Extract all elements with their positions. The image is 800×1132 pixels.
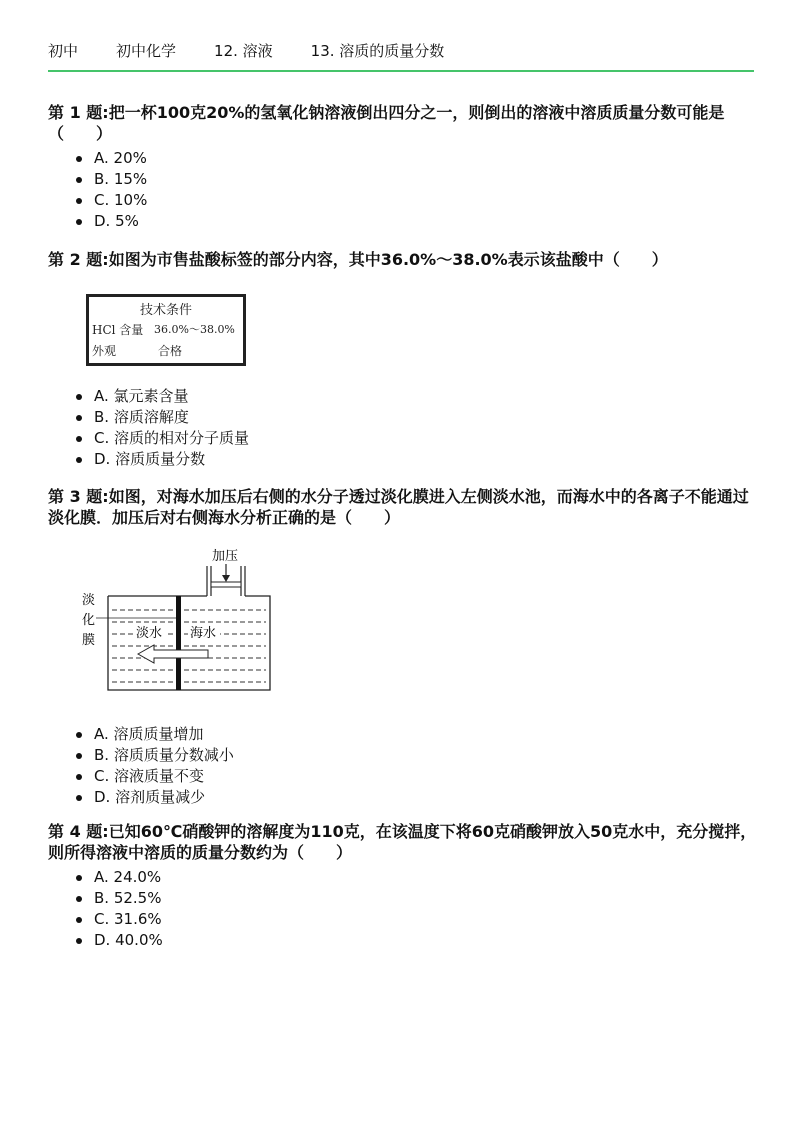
breadcrumb-item[interactable]: 12. 溶液 — [214, 42, 273, 60]
option[interactable]: C. 溶质的相对分子质量 — [48, 428, 760, 449]
membrane — [176, 596, 181, 690]
water-lines — [112, 610, 266, 682]
flow-arrow — [138, 645, 208, 663]
option[interactable]: A. 氯元素含量 — [48, 386, 760, 407]
appearance-value: 合格 — [158, 344, 183, 358]
question-title — [48, 821, 760, 863]
pressure-arrowhead — [222, 575, 230, 582]
breadcrumb-item[interactable]: 13. 溶质的质量分数 — [310, 42, 445, 60]
question-2 — [48, 249, 760, 470]
option[interactable]: A. 24.0% — [48, 867, 760, 888]
question-1 — [48, 102, 760, 232]
options-list — [48, 724, 760, 808]
option[interactable]: B. 52.5% — [48, 888, 760, 909]
option[interactable]: B. 15% — [48, 169, 760, 190]
question-number: 第 3 题: — [48, 487, 109, 506]
options-list — [48, 148, 760, 232]
question-text: 已知60℃硝酸钾的溶解度为110克，在该温度下将60克硝酸钾放入50克水中，充分搅拌，则所得溶液中溶质的质量分数约为（ ） — [48, 822, 757, 862]
sea-water-label: 海水 — [190, 626, 217, 641]
option[interactable]: B. 溶质溶解度 — [48, 407, 760, 428]
question-3 — [48, 486, 760, 808]
desalination-diagram — [78, 544, 318, 704]
hcl-content-value: 36.0%～38.0% — [154, 323, 235, 336]
option[interactable]: C. 31.6% — [48, 909, 760, 930]
option[interactable]: A. 溶质质量增加 — [48, 724, 760, 745]
question-title — [48, 249, 760, 270]
question-text: 如图为市售盐酸标签的部分内容，其中36.0%～38.0%表示该盐酸中（ ） — [108, 250, 668, 269]
option[interactable]: C. 10% — [48, 190, 760, 211]
hcl-label-box — [86, 294, 246, 366]
options-list — [48, 386, 760, 470]
option[interactable]: C. 溶液质量不变 — [48, 766, 760, 787]
option[interactable]: D. 溶质质量分数 — [48, 449, 760, 470]
breadcrumb-item[interactable]: 初中化学 — [116, 42, 177, 60]
breadcrumb — [48, 40, 754, 61]
question-text: 如图，对海水加压后右侧的水分子透过淡化膜进入左侧淡水池，而海水中的各离子不能通过淡化膜．加压后对右侧海水分析正确的是（ ） — [48, 487, 749, 527]
option[interactable]: D. 溶剂质量减少 — [48, 787, 760, 808]
option[interactable]: B. 溶质质量分数减小 — [48, 745, 760, 766]
membrane-label-3: 膜 — [82, 633, 96, 648]
question-title — [48, 102, 760, 144]
question-number: 第 2 题: — [48, 250, 109, 269]
breadcrumb-item[interactable]: 初中 — [48, 42, 79, 60]
piston — [211, 582, 241, 587]
options-list — [48, 867, 760, 951]
question-text: 把一杯100克20%的氢氧化钠溶液倒出四分之一，则倒出的溶液中溶质质量分数可能是（ ） — [48, 103, 725, 143]
option[interactable]: D. 5% — [48, 211, 760, 232]
hcl-content-label: HCl 含量 — [92, 323, 144, 337]
label-title: 技术条件 — [140, 303, 193, 318]
label-figure — [48, 294, 760, 386]
pressure-label: 加压 — [212, 549, 239, 564]
membrane-label-1: 淡 — [82, 593, 96, 608]
option[interactable]: A. 20% — [48, 148, 760, 169]
question-4 — [48, 821, 760, 951]
header-divider — [48, 70, 754, 72]
fresh-water-label: 淡水 — [136, 626, 163, 641]
desalination-figure — [48, 544, 760, 724]
appearance-label: 外观 — [92, 344, 117, 358]
question-number: 第 4 题: — [48, 822, 109, 841]
question-title — [48, 486, 760, 528]
option[interactable]: D. 40.0% — [48, 930, 760, 951]
question-number: 第 1 题: — [48, 103, 109, 122]
membrane-label-2: 化 — [82, 613, 96, 628]
